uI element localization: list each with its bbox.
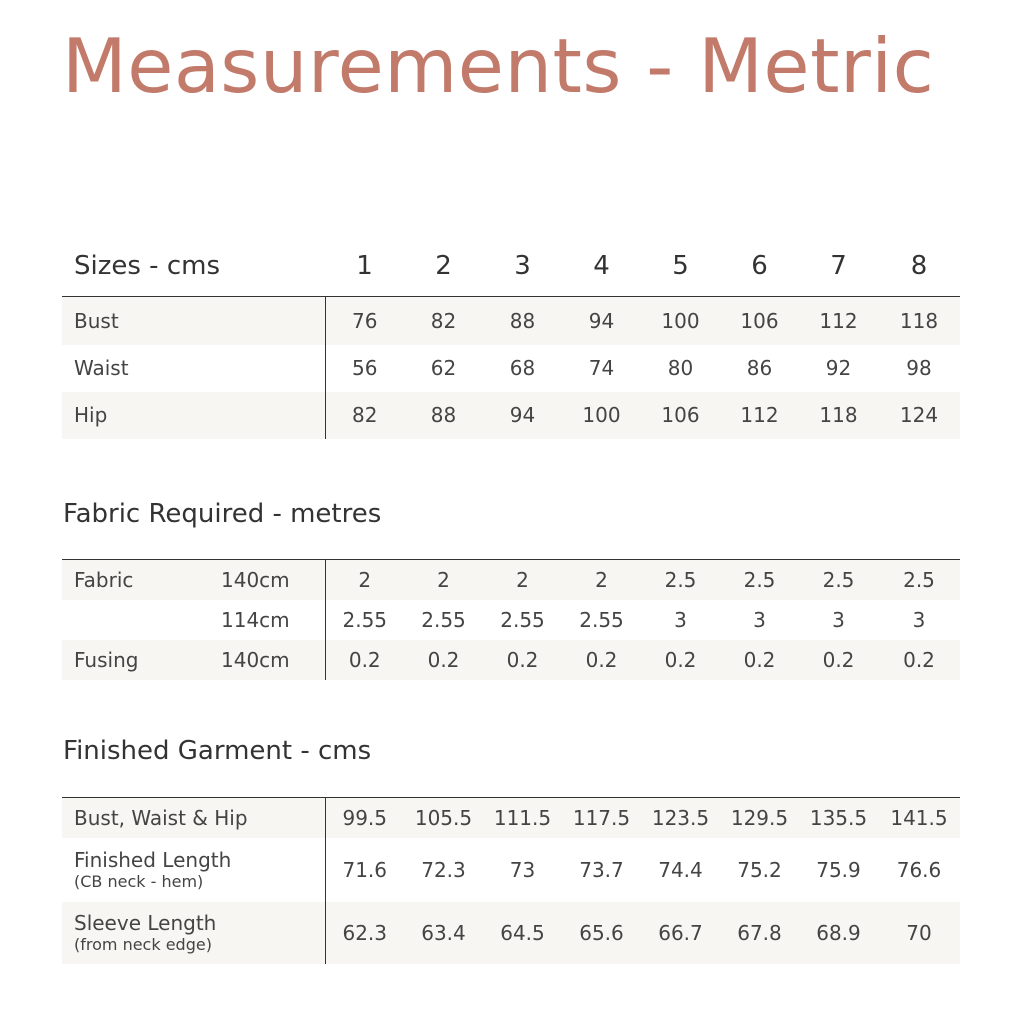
table-cell: 66.7	[641, 902, 720, 964]
table-cell: 105.5	[404, 798, 483, 838]
table-cell: 99.5	[325, 798, 404, 838]
table-row	[62, 297, 960, 345]
table-cell: 141.5	[878, 798, 960, 838]
table-row	[62, 640, 960, 680]
table-cell: 73.7	[579, 857, 624, 882]
table-cell: 67.8	[720, 902, 799, 964]
table-cell: 94	[562, 297, 641, 345]
table-cell: 2.5	[799, 560, 878, 600]
table-cell: 70	[878, 902, 960, 964]
table-cell: 64.5	[483, 902, 562, 964]
table-cell: 2.55	[500, 607, 545, 632]
table-cell: 2.55	[342, 607, 388, 632]
size-header: 2	[435, 251, 452, 281]
row-label-text: Sleeve Length	[74, 910, 217, 935]
fabric-section-title: Fabric Required - metres	[63, 499, 382, 529]
garment-table	[62, 797, 960, 964]
table-cell: 2	[483, 560, 562, 600]
table-cell: 129.5	[720, 798, 799, 838]
fabric-width: 140cm	[221, 560, 325, 600]
page-title: Measurements - Metric	[62, 22, 935, 110]
table-cell: 2	[325, 560, 404, 600]
row-label	[62, 838, 325, 902]
row-label-note: (from neck edge)	[74, 934, 212, 954]
table-cell: 0.2	[878, 640, 960, 680]
row-label: Fusing	[62, 640, 221, 680]
size-header: 5	[672, 251, 689, 281]
row-label: Fabric	[62, 560, 221, 600]
size-header: 7	[830, 251, 847, 281]
table-cell: 118	[799, 392, 878, 439]
table-cell: 0.2	[562, 640, 641, 680]
table-cell: 65.6	[562, 902, 641, 964]
row-label	[62, 798, 325, 838]
table-cell: 117.5	[562, 798, 641, 838]
table-cell: 3	[832, 607, 845, 632]
table-cell: 3	[912, 607, 926, 632]
table-cell: 3	[753, 607, 766, 632]
table-cell: 56	[352, 356, 378, 380]
sizes-header-row	[62, 236, 960, 297]
row-label-text: Finished Length	[74, 847, 232, 872]
row-label	[62, 600, 221, 640]
row-label-text: Bust, Waist & Hip	[74, 805, 248, 830]
table-cell: 94	[483, 392, 562, 439]
table-cell: 0.2	[641, 640, 720, 680]
table-cell: 82	[404, 297, 483, 345]
table-cell: 80	[667, 356, 694, 380]
table-cell: 3	[674, 607, 687, 632]
table-cell: 2	[404, 560, 483, 600]
table-row	[62, 600, 960, 640]
table-cell: 111.5	[483, 798, 562, 838]
table-cell: 124	[878, 392, 960, 439]
size-header: 3	[514, 251, 531, 281]
table-cell: 0.2	[404, 640, 483, 680]
table-cell: 62	[430, 356, 457, 380]
table-cell: 68	[509, 356, 536, 380]
table-cell: 75.9	[816, 857, 861, 882]
table-cell: 2	[562, 560, 641, 600]
fabric-table	[62, 559, 960, 680]
table-row	[62, 392, 960, 439]
table-cell: 71.6	[342, 857, 388, 882]
size-header: 4	[593, 251, 610, 281]
table-cell: 76.6	[896, 857, 942, 882]
table-row	[62, 345, 960, 392]
table-cell: 112	[799, 297, 878, 345]
row-label: Hip	[62, 392, 325, 439]
table-cell: 0.2	[720, 640, 799, 680]
table-row	[62, 560, 960, 600]
table-cell: 63.4	[404, 902, 483, 964]
row-label-note: (CB neck - hem)	[74, 871, 204, 891]
table-cell: 0.2	[799, 640, 878, 680]
table-row	[62, 798, 960, 838]
table-cell: 72.3	[421, 857, 466, 882]
fabric-width: 114cm	[221, 600, 325, 640]
table-cell: 62.3	[325, 902, 404, 964]
table-cell: 123.5	[641, 798, 720, 838]
row-label	[62, 902, 325, 964]
table-cell: 106	[720, 297, 799, 345]
table-cell: 74.4	[658, 857, 703, 882]
table-cell: 88	[483, 297, 562, 345]
table-cell: 75.2	[737, 857, 782, 882]
table-row	[62, 902, 960, 964]
table-cell: 73	[509, 857, 536, 882]
table-cell: 2.5	[720, 560, 799, 600]
row-label: Waist	[62, 345, 325, 392]
table-cell: 88	[404, 392, 483, 439]
table-cell: 112	[720, 392, 799, 439]
table-cell: 118	[878, 297, 960, 345]
table-cell: 82	[325, 392, 404, 439]
table-cell: 100	[562, 392, 641, 439]
size-header: 6	[751, 251, 768, 281]
size-header: 1	[356, 251, 373, 281]
table-cell: 74	[588, 356, 615, 380]
table-cell: 86	[746, 356, 773, 380]
sizes-table	[62, 236, 960, 439]
sizes-header-label: Sizes - cms	[74, 251, 220, 281]
table-cell: 92	[825, 356, 852, 380]
row-label: Bust	[62, 297, 325, 345]
table-cell: 0.2	[483, 640, 562, 680]
table-cell: 68.9	[799, 902, 878, 964]
table-cell: 100	[641, 297, 720, 345]
table-cell: 76	[325, 297, 404, 345]
table-cell: 2.5	[878, 560, 960, 600]
table-row	[62, 838, 960, 902]
table-cell: 2.5	[641, 560, 720, 600]
table-cell: 0.2	[325, 640, 404, 680]
table-cell: 98	[906, 356, 932, 380]
table-cell: 135.5	[799, 798, 878, 838]
fabric-width: 140cm	[221, 640, 325, 680]
table-cell: 2.55	[421, 607, 466, 632]
table-cell: 106	[641, 392, 720, 439]
table-cell: 2.55	[579, 607, 624, 632]
size-header: 8	[910, 251, 928, 281]
garment-section-title: Finished Garment - cms	[63, 736, 372, 766]
